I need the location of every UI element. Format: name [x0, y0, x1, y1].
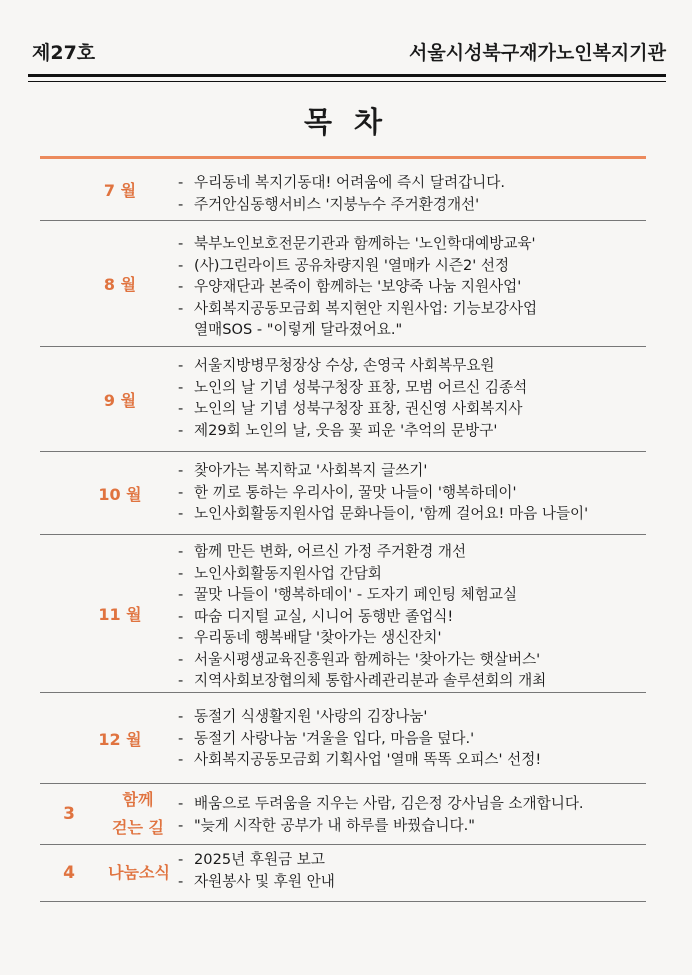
header-rule-thin: [28, 81, 666, 82]
list-item: - 꿀맛 나들이 '행복하데이' - 도자기 페인팅 체험교실: [178, 586, 518, 603]
page-title: 목 차: [303, 105, 389, 139]
list-item: - 사회복지공동모금회 기획사업 '열매 똑똑 오피스' 선정!: [178, 751, 542, 768]
list-item: - 노인사회활동지원사업 문화나들이, '함께 걸어요! 마음 나들이': [178, 505, 589, 522]
list-item: - 동절기 식생활지원 '사랑의 김장나눔': [178, 708, 428, 725]
list-item: - 2025년 후원금 보고: [178, 851, 326, 868]
list-item: - 우리동네 복지기동대! 어려움에 즉시 달려갑니다.: [178, 174, 505, 191]
list-item: - 동절기 사랑나눔 '겨울을 입다, 마음을 덮다.': [178, 729, 475, 747]
list-item: - 찾아가는 복지학교 '사회복지 글쓰기': [178, 462, 428, 479]
list-item: - 제29회 노인의 날, 웃음 꽃 피운 '추억의 문방구': [178, 421, 498, 439]
toc-row-july: [40, 159, 646, 221]
list-item: - 노인의 날 기념 성북구청장 표창, 권신영 사회복지사: [178, 400, 523, 417]
header: [32, 38, 666, 68]
list-item: - 서울시평생교육진흥원과 함께하는 '찾아가는 햇살버스': [178, 650, 541, 668]
section-label: 함께 걷는 길: [112, 790, 164, 837]
toc-row-section-3: [40, 784, 646, 845]
month-label: 12 월: [98, 729, 142, 749]
toc-row-october: [40, 452, 646, 535]
toc-row-december: [40, 693, 646, 784]
issue-number: 제27호: [32, 42, 96, 64]
month-label: 11 월: [98, 605, 142, 624]
organization-name: 서울시성북구재가노인복지기관: [409, 42, 666, 64]
toc-row-november: [40, 535, 646, 693]
toc-row-september: [40, 347, 646, 452]
list-item: - 사회복지공동모금회 복지현안 지원사업: 기능보강사업 열매SOS - "이렇게 달라졌어요.": [178, 299, 538, 338]
month-label: 9 월: [103, 390, 137, 410]
list-item: - "늦게 시작한 공부가 내 하루를 바꿨습니다.": [178, 816, 475, 834]
section-label: 나눔소식: [108, 863, 170, 882]
header-rule-thick: [28, 74, 666, 77]
list-item: - 북부노인보호전문기관과 함께하는 '노인학대예방교육': [178, 235, 536, 252]
list-item: - 한 끼로 통하는 우리사이, 꿀맛 나들이 '행복하데이': [178, 483, 517, 501]
section-number: 3: [63, 804, 75, 824]
month-label: 10 월: [98, 484, 142, 504]
section-number: 4: [63, 863, 75, 883]
list-item: - 노인사회활동지원사업 간담회: [178, 564, 382, 582]
toc-row-august: [40, 221, 646, 347]
list-item: - 주거안심동행서비스 '지붕누수 주거환경개선': [178, 195, 480, 213]
month-label: 8 월: [103, 275, 137, 294]
list-item: - 서울지방병무청장상 수상, 손영국 사회복무요원: [178, 357, 495, 374]
list-item: - 우리동네 행복배달 '찾아가는 생신잔치': [178, 629, 442, 646]
list-item: - 따숨 디지털 교실, 시니어 동행반 졸업식!: [178, 607, 454, 625]
list-item: - 우양재단과 본죽이 함께하는 '보양죽 나눔 지원사업': [178, 278, 522, 295]
list-item: - (사)그린라이트 공유차량지원 '열매카 시즌2' 선정: [178, 256, 510, 274]
list-item: - 배움으로 두려움을 지우는 사람, 김은정 강사님을 소개합니다.: [178, 795, 584, 812]
list-item: - 지역사회보장협의체 통합사례관리분과 솔루션회의 개최: [178, 672, 547, 689]
month-label: 7 월: [103, 181, 137, 200]
toc-row-section-4: [40, 845, 646, 902]
list-item: - 노인의 날 기념 성북구청장 표창, 모범 어르신 김종석: [178, 378, 528, 396]
list-item: - 함께 만든 변화, 어르신 가정 주거환경 개선: [178, 543, 467, 560]
list-item: - 자원봉사 및 후원 안내: [178, 872, 335, 890]
table-of-contents: [40, 156, 646, 902]
